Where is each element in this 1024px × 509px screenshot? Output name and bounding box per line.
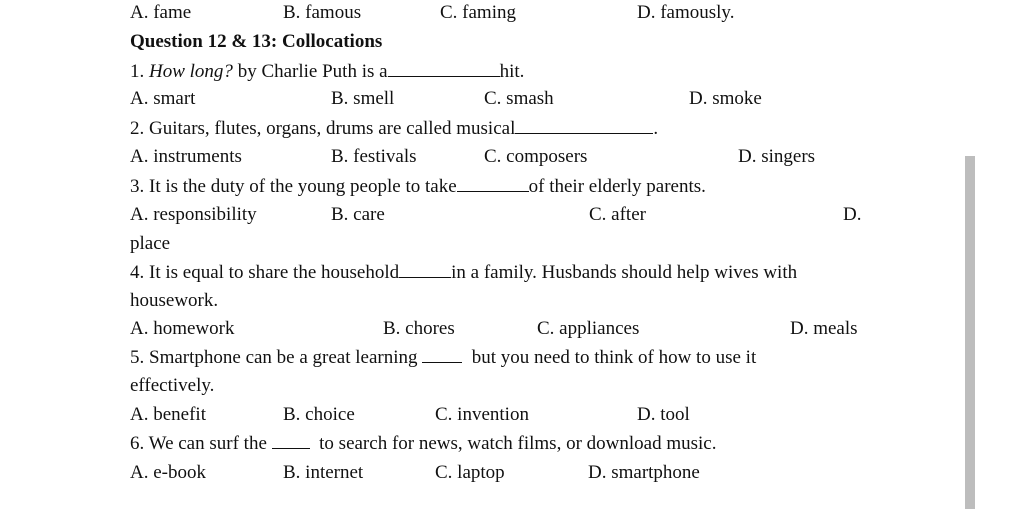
option-d: D. meals [790,318,858,339]
question-4-line-2: housework. [130,290,219,311]
option-c: C. invention [435,404,529,425]
option-a: A. smart [130,88,196,109]
option-a: A. responsibility [130,204,257,225]
option-d: D. tool [637,404,690,425]
question-3 [130,175,706,198]
question-number: 1. [130,61,149,82]
question-5-line-2: effectively. [130,375,215,396]
option-b: B. smell [331,88,395,109]
option-a: A. homework [130,318,235,339]
option-c: C. laptop [435,462,505,483]
answer-blank [515,117,653,134]
option-d-continued: place [130,233,171,254]
question-text: by Charlie Puth is a [232,61,388,82]
question-2 [130,117,658,140]
question-1 [130,60,524,83]
option-a: A. e-book [130,462,206,483]
question-text: 4. It is equal to share the household [130,262,400,283]
option-d: D. famously. [637,2,735,23]
question-5 [130,346,756,369]
question-text-end: but you need to think of how to use it [471,347,757,368]
option-b: B. chores [383,318,455,339]
option-d: D. smartphone [588,462,700,483]
scrollbar-track[interactable] [982,0,1024,509]
song-title: How long? [149,61,233,82]
question-text: 2. Guitars, flutes, organs, drums are called musical [130,118,516,139]
option-b: B. choice [283,404,355,425]
question-text-end: in a family. Husbands should help wives with [451,262,798,283]
option-c: C. faming [440,2,516,23]
question-text: 6. We can surf the [130,433,267,454]
question-text-end: . [653,118,659,139]
option-d: D. smoke [689,88,762,109]
question-text-end: to search for news, watch films, or download music. [319,433,717,454]
answer-blank [422,346,462,363]
option-c: C. appliances [537,318,640,339]
answer-blank [388,60,500,77]
question-4 [130,261,797,284]
option-a: A. instruments [130,146,242,167]
section-title: Question 12 & 13: Collocations [130,31,383,52]
answer-blank [399,261,451,278]
question-6 [130,432,716,455]
option-c: C. after [589,204,646,225]
option-b: B. famous [283,2,362,23]
option-c: C. smash [484,88,554,109]
option-b: B. care [331,204,385,225]
option-d: D. [843,204,862,225]
question-text: 5. Smartphone can be a great learning [130,347,418,368]
question-text-end: hit. [499,61,525,82]
option-d: D. singers [738,146,816,167]
answer-blank [272,432,310,449]
option-b: B. festivals [331,146,417,167]
scrollbar-thumb[interactable] [965,156,975,509]
option-c: C. composers [484,146,588,167]
question-text-end: of their elderly parents. [528,176,706,197]
answer-blank [457,175,529,192]
question-text: 3. It is the duty of the young people to take [130,176,457,197]
option-a: A. benefit [130,404,206,425]
option-b: B. internet [283,462,364,483]
option-a: A. fame [130,2,192,23]
